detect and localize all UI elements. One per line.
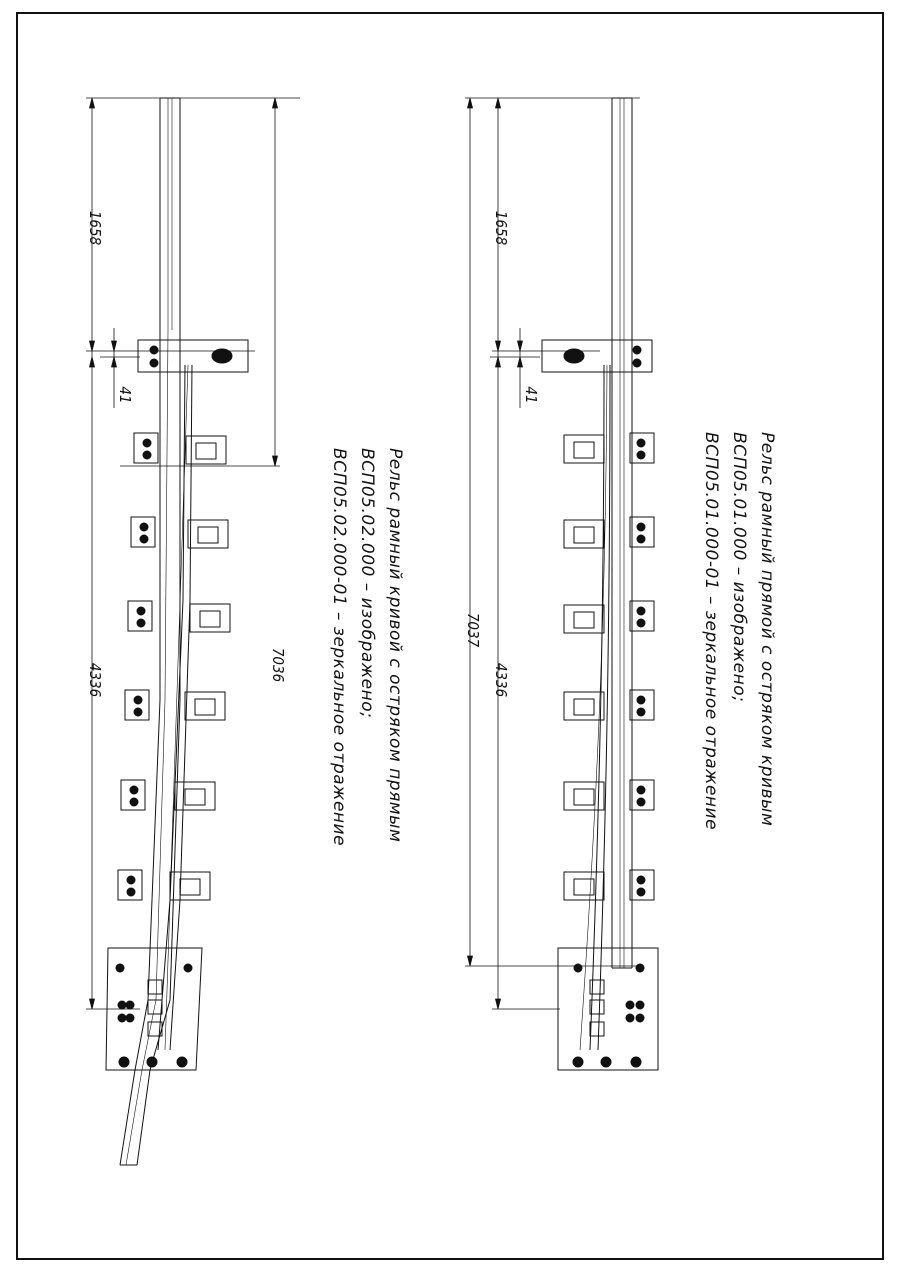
caption-right-line-1: Рельс рамный прямой с остряком кривым bbox=[757, 432, 777, 827]
dim-4336-right: 4336 bbox=[492, 662, 510, 698]
dim-41-right: 41 bbox=[522, 386, 540, 404]
frame-rail-right bbox=[612, 98, 632, 968]
sheet-frame bbox=[17, 13, 883, 1259]
dim-1658-left: 1658 bbox=[86, 210, 104, 246]
caption-left bbox=[329, 448, 405, 846]
point-blade-right bbox=[580, 365, 610, 1050]
caption-right-line-3: ВСП05.01.000-01 – зеркальное отражение bbox=[701, 432, 721, 831]
tie-plates-left bbox=[106, 340, 248, 1070]
dim-1658-right: 1658 bbox=[492, 210, 510, 246]
dim-4336-left: 4336 bbox=[86, 662, 104, 698]
point-blade-left bbox=[158, 365, 192, 1050]
dimension-lines-right bbox=[465, 98, 640, 1009]
dim-41-left: 41 bbox=[116, 386, 134, 404]
drawing-left bbox=[86, 98, 405, 1165]
caption-right-line-2: ВСП05.01.000 – изображено; bbox=[729, 432, 749, 703]
caption-left-line-1: Рельс рамный кривой с остряком прямым bbox=[385, 448, 405, 843]
caption-right bbox=[701, 432, 777, 830]
caption-left-line-2: ВСП05.02.000 – изображено; bbox=[357, 448, 377, 719]
drawing-right bbox=[464, 98, 777, 1070]
dim-total-right: 7037 bbox=[464, 612, 482, 648]
dim-total-left: 7036 bbox=[269, 647, 287, 683]
caption-left-line-3: ВСП05.02.000-01 – зеркальное отражение bbox=[329, 448, 349, 847]
